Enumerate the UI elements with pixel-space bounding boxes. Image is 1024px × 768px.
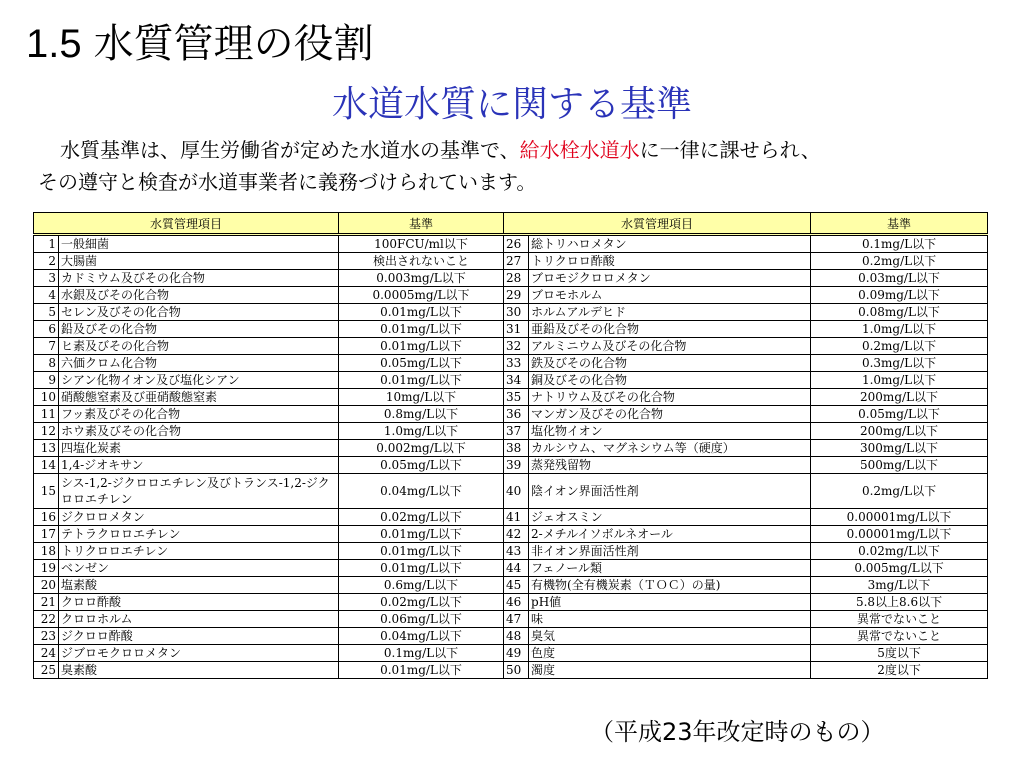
standard-value-left: 10mg/L以下: [339, 389, 504, 406]
item-name-right: 銅及びその化合物: [529, 372, 811, 389]
section-number: 1.5: [26, 22, 82, 66]
item-name-left: ジクロロ酢酸: [59, 628, 339, 645]
standard-value-right: 300mg/L以下: [811, 440, 988, 457]
standard-value-right: 5.8以上8.6以下: [811, 594, 988, 611]
item-name-left: 四塩化炭素: [59, 440, 339, 457]
standard-value-left: 0.01mg/L以下: [339, 321, 504, 338]
standard-value-left: 0.02mg/L以下: [339, 509, 504, 526]
item-name-right: 色度: [529, 645, 811, 662]
item-name-left: 大腸菌: [59, 253, 339, 270]
table-row: [34, 406, 988, 423]
row-number-left: 13: [34, 440, 59, 457]
row-number-left: 22: [34, 611, 59, 628]
table-row: [34, 645, 988, 662]
item-name-left: ホウ素及びその化合物: [59, 423, 339, 440]
row-number-left: 25: [34, 662, 59, 679]
table-header-row: [34, 213, 988, 235]
standard-value-right: 異常でないこと: [811, 611, 988, 628]
standard-value-right: 500mg/L以下: [811, 457, 988, 474]
standard-value-left: 0.8mg/L以下: [339, 406, 504, 423]
item-name-left: 塩素酸: [59, 577, 339, 594]
intro-line-1: [38, 134, 1008, 166]
table-row: [34, 423, 988, 440]
intro-paragraph: [38, 134, 1008, 198]
item-name-right: 味: [529, 611, 811, 628]
row-number-right: 38: [504, 440, 529, 457]
table-body: [34, 235, 988, 679]
row-number-right: 32: [504, 338, 529, 355]
table-row: [34, 235, 988, 253]
row-number-right: 28: [504, 270, 529, 287]
row-number-left: 19: [34, 560, 59, 577]
standard-value-left: 0.05mg/L以下: [339, 457, 504, 474]
standard-value-left: 0.01mg/L以下: [339, 662, 504, 679]
table-row: [34, 662, 988, 679]
item-name-right: 鉄及びその化合物: [529, 355, 811, 372]
row-number-right: 36: [504, 406, 529, 423]
standard-value-left: 0.002mg/L以下: [339, 440, 504, 457]
standard-value-left: 0.02mg/L以下: [339, 594, 504, 611]
table-row: [34, 560, 988, 577]
standard-value-right: 0.2mg/L以下: [811, 474, 988, 509]
standard-value-left: 0.06mg/L以下: [339, 611, 504, 628]
slide-subtitle: 水道水質に関する基準: [331, 84, 692, 125]
row-number-left: 12: [34, 423, 59, 440]
table-row: [34, 474, 988, 509]
standard-value-right: 0.03mg/L以下: [811, 270, 988, 287]
row-number-left: 8: [34, 355, 59, 372]
item-name-left: 水銀及びその化合物: [59, 287, 339, 304]
row-number-right: 35: [504, 389, 529, 406]
standard-value-right: 0.02mg/L以下: [811, 543, 988, 560]
item-name-left: ヒ素及びその化合物: [59, 338, 339, 355]
item-name-left: クロロホルム: [59, 611, 339, 628]
table-row: [34, 577, 988, 594]
row-number-right: 46: [504, 594, 529, 611]
item-name-right: ブロモホルム: [529, 287, 811, 304]
slide-title: [26, 18, 374, 70]
standard-value-right: 0.08mg/L以下: [811, 304, 988, 321]
item-name-left: ジクロロメタン: [59, 509, 339, 526]
standard-value-left: 0.01mg/L以下: [339, 526, 504, 543]
row-number-left: 4: [34, 287, 59, 304]
header-standard-left: 基準: [339, 213, 504, 235]
standard-value-right: 3mg/L以下: [811, 577, 988, 594]
row-number-right: 48: [504, 628, 529, 645]
table-row: [34, 594, 988, 611]
standard-value-left: 100FCU/ml以下: [339, 235, 504, 253]
table-row: [34, 389, 988, 406]
standard-value-left: 1.0mg/L以下: [339, 423, 504, 440]
item-name-left: カドミウム及びその化合物: [59, 270, 339, 287]
row-number-right: 29: [504, 287, 529, 304]
table-row: [34, 457, 988, 474]
item-name-left: テトラクロロエチレン: [59, 526, 339, 543]
item-name-left: クロロ酢酸: [59, 594, 339, 611]
section-title: 水質管理の役割: [93, 21, 374, 67]
table-row: [34, 304, 988, 321]
standard-value-right: 200mg/L以下: [811, 389, 988, 406]
standard-value-left: 0.01mg/L以下: [339, 338, 504, 355]
standard-value-right: 0.00001mg/L以下: [811, 509, 988, 526]
row-number-left: 17: [34, 526, 59, 543]
standard-value-right: 200mg/L以下: [811, 423, 988, 440]
row-number-right: 40: [504, 474, 529, 509]
header-item-left: 水質管理項目: [34, 213, 339, 235]
row-number-left: 21: [34, 594, 59, 611]
standard-value-right: 5度以下: [811, 645, 988, 662]
standard-value-left: 0.05mg/L以下: [339, 355, 504, 372]
row-number-left: 14: [34, 457, 59, 474]
standard-value-right: 0.1mg/L以下: [811, 235, 988, 253]
item-name-left: 1,4-ジオキサン: [59, 457, 339, 474]
row-number-right: 42: [504, 526, 529, 543]
item-name-right: カルシウム、マグネシウム等（硬度）: [529, 440, 811, 457]
standard-value-right: 0.2mg/L以下: [811, 253, 988, 270]
table-row: [34, 270, 988, 287]
standard-value-left: 0.003mg/L以下: [339, 270, 504, 287]
row-number-left: 18: [34, 543, 59, 560]
table-row: [34, 372, 988, 389]
item-name-right: 亜鉛及びその化合物: [529, 321, 811, 338]
standard-value-left: 0.01mg/L以下: [339, 560, 504, 577]
table-row: [34, 543, 988, 560]
row-number-left: 15: [34, 474, 59, 509]
item-name-left: フッ素及びその化合物: [59, 406, 339, 423]
header-standard-right: 基準: [811, 213, 988, 235]
item-name-right: フェノール類: [529, 560, 811, 577]
standard-value-right: 0.005mg/L以下: [811, 560, 988, 577]
row-number-left: 3: [34, 270, 59, 287]
row-number-right: 34: [504, 372, 529, 389]
row-number-right: 33: [504, 355, 529, 372]
item-name-left: 臭素酸: [59, 662, 339, 679]
item-name-right: ブロモジクロロメタン: [529, 270, 811, 287]
standard-value-left: 0.01mg/L以下: [339, 304, 504, 321]
item-name-right: 塩化物イオン: [529, 423, 811, 440]
row-number-right: 39: [504, 457, 529, 474]
item-name-left: セレン及びその化合物: [59, 304, 339, 321]
item-name-right: ジェオスミン: [529, 509, 811, 526]
row-number-right: 49: [504, 645, 529, 662]
table-row: [34, 440, 988, 457]
table-row: [34, 509, 988, 526]
table-row: [34, 526, 988, 543]
standard-value-left: 0.04mg/L以下: [339, 628, 504, 645]
table-row: [34, 338, 988, 355]
standard-value-right: 0.00001mg/L以下: [811, 526, 988, 543]
item-name-left: 一般細菌: [59, 235, 339, 253]
item-name-left: ジブロモクロロメタン: [59, 645, 339, 662]
item-name-left: トリクロロエチレン: [59, 543, 339, 560]
intro-line-1-start: 水質基準は、厚生労働省が定めた水道水の基準で、: [60, 138, 520, 162]
row-number-left: 6: [34, 321, 59, 338]
standard-value-right: 0.2mg/L以下: [811, 338, 988, 355]
item-name-left: 鉛及びその化合物: [59, 321, 339, 338]
row-number-right: 44: [504, 560, 529, 577]
row-number-left: 5: [34, 304, 59, 321]
row-number-right: 26: [504, 235, 529, 253]
table-row: [34, 253, 988, 270]
table-row: [34, 628, 988, 645]
item-name-right: 濁度: [529, 662, 811, 679]
row-number-right: 43: [504, 543, 529, 560]
row-number-left: 11: [34, 406, 59, 423]
item-name-right: 蒸発残留物: [529, 457, 811, 474]
item-name-right: 有機物(全有機炭素（ＴＯＣ）の量): [529, 577, 811, 594]
item-name-right: アルミニウム及びその化合物: [529, 338, 811, 355]
standard-value-left: 検出されないこと: [339, 253, 504, 270]
header-item-right: 水質管理項目: [504, 213, 811, 235]
item-name-right: マンガン及びその化合物: [529, 406, 811, 423]
standard-value-left: 0.01mg/L以下: [339, 543, 504, 560]
row-number-right: 41: [504, 509, 529, 526]
row-number-right: 30: [504, 304, 529, 321]
intro-highlight: 給水栓水道水: [519, 138, 640, 162]
item-name-left: ベンゼン: [59, 560, 339, 577]
standard-value-right: 0.09mg/L以下: [811, 287, 988, 304]
row-number-left: 20: [34, 577, 59, 594]
standard-value-right: 0.05mg/L以下: [811, 406, 988, 423]
row-number-right: 47: [504, 611, 529, 628]
row-number-left: 24: [34, 645, 59, 662]
item-name-right: 非イオン界面活性剤: [529, 543, 811, 560]
standard-value-left: 0.01mg/L以下: [339, 372, 504, 389]
item-name-right: ホルムアルデヒド: [529, 304, 811, 321]
standard-value-right: 1.0mg/L以下: [811, 321, 988, 338]
row-number-right: 45: [504, 577, 529, 594]
item-name-right: トリクロロ酢酸: [529, 253, 811, 270]
row-number-left: 2: [34, 253, 59, 270]
standard-value-right: 0.3mg/L以下: [811, 355, 988, 372]
item-name-right: 総トリハロメタン: [529, 235, 811, 253]
row-number-right: 37: [504, 423, 529, 440]
row-number-left: 7: [34, 338, 59, 355]
row-number-right: 50: [504, 662, 529, 679]
item-name-right: 陰イオン界面活性剤: [529, 474, 811, 509]
standard-value-left: 0.6mg/L以下: [339, 577, 504, 594]
row-number-right: 27: [504, 253, 529, 270]
intro-line-2: その遵守と検査が水道事業者に義務づけられています。: [38, 170, 537, 194]
standard-value-right: 異常でないこと: [811, 628, 988, 645]
standard-value-left: 0.04mg/L以下: [339, 474, 504, 509]
item-name-right: pH値: [529, 594, 811, 611]
footnote: （平成23年改定時のもの）: [590, 718, 885, 746]
item-name-left: シス-1,2-ジクロロエチレン及びトランス-1,2-ジクロロエチレン: [59, 474, 339, 509]
row-number-left: 16: [34, 509, 59, 526]
standard-value-right: 1.0mg/L以下: [811, 372, 988, 389]
intro-line-1-end: に一律に課せられ、: [639, 138, 821, 162]
item-name-left: シアン化物イオン及び塩化シアン: [59, 372, 339, 389]
table-row: [34, 355, 988, 372]
standard-value-right: 2度以下: [811, 662, 988, 679]
row-number-left: 1: [34, 235, 59, 253]
table-row: [34, 611, 988, 628]
row-number-left: 9: [34, 372, 59, 389]
row-number-left: 10: [34, 389, 59, 406]
item-name-left: 六価クロム化合物: [59, 355, 339, 372]
table-row: [34, 321, 988, 338]
row-number-right: 31: [504, 321, 529, 338]
row-number-left: 23: [34, 628, 59, 645]
item-name-right: ナトリウム及びその化合物: [529, 389, 811, 406]
standard-value-left: 0.0005mg/L以下: [339, 287, 504, 304]
item-name-right: 2-メチルイソボルネオール: [529, 526, 811, 543]
item-name-left: 硝酸態窒素及び亜硝酸態窒素: [59, 389, 339, 406]
water-quality-table: [33, 212, 988, 679]
standard-value-left: 0.1mg/L以下: [339, 645, 504, 662]
table-row: [34, 287, 988, 304]
item-name-right: 臭気: [529, 628, 811, 645]
